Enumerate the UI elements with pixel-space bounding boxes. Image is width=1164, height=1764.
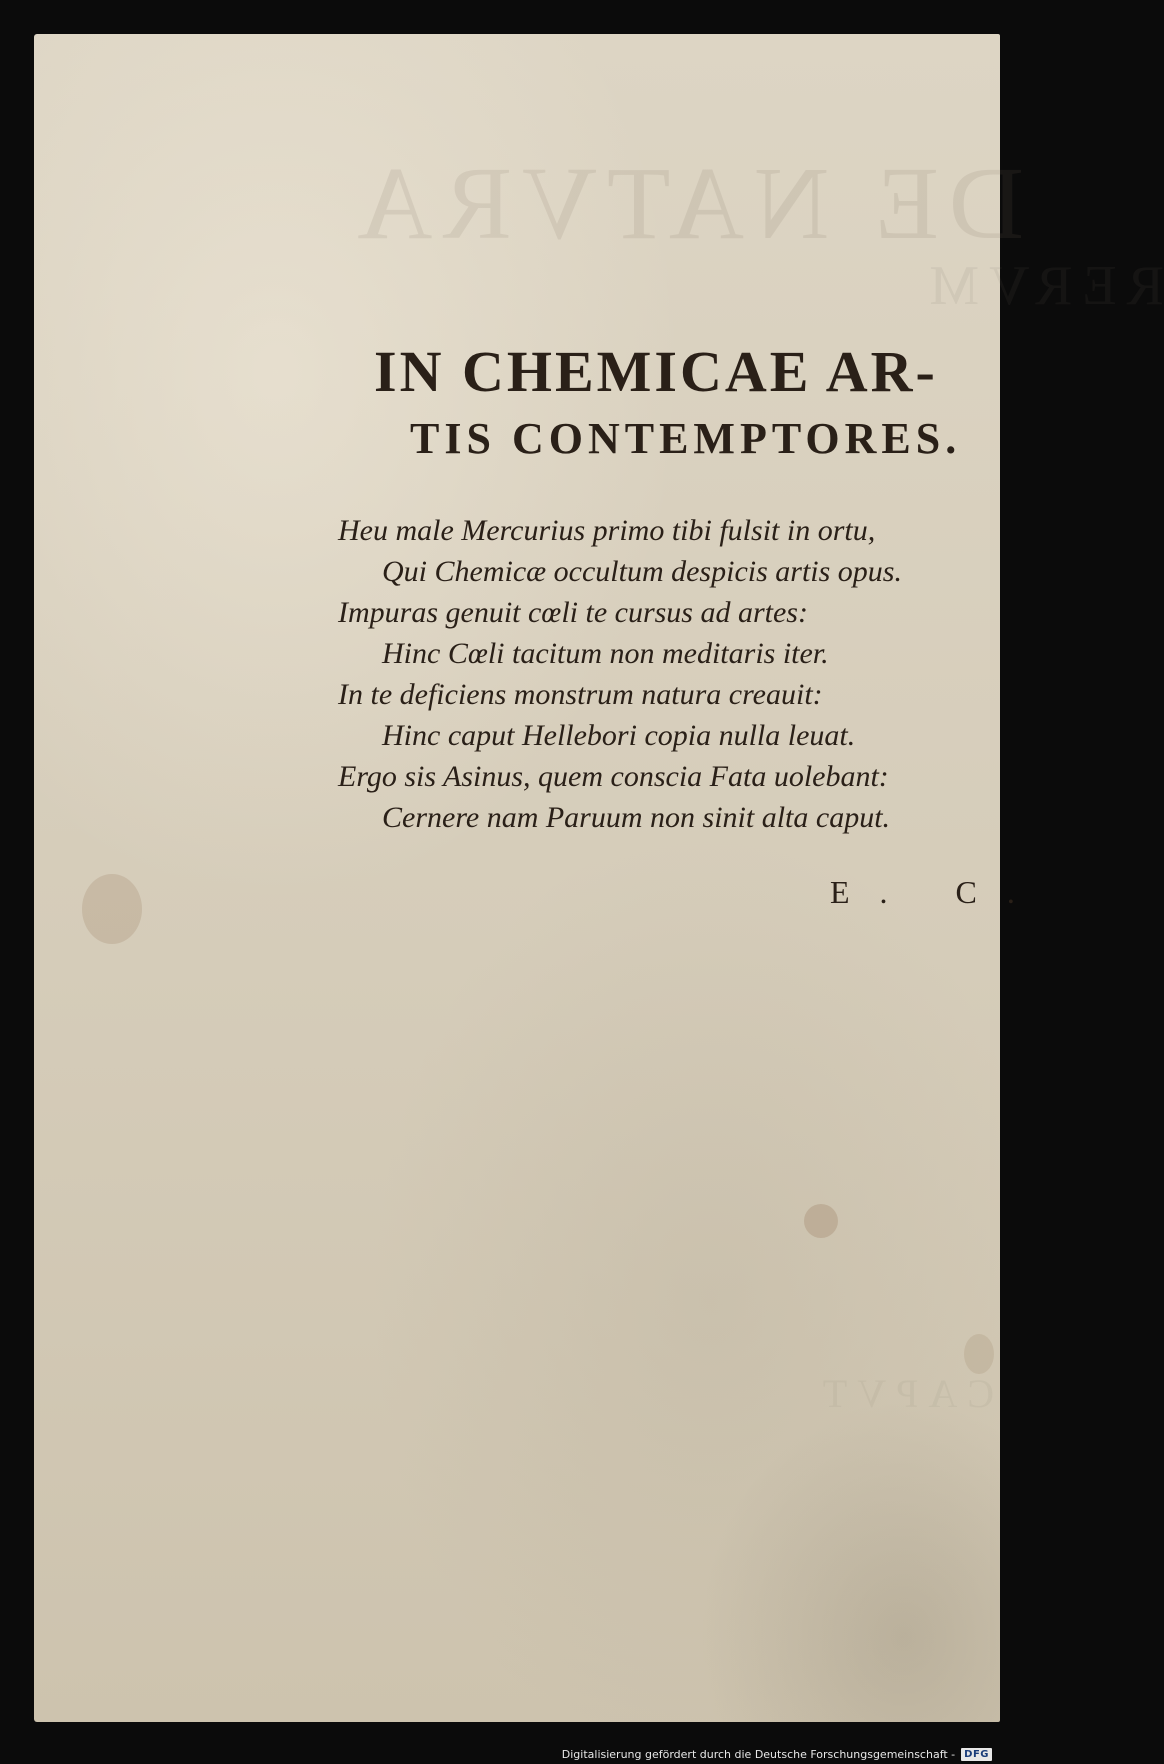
page-title <box>374 334 1014 468</box>
poem-line-2: Qui Chemicæ occultum despicis artis opus. <box>382 555 902 588</box>
show-through-text: DE NATVRA <box>347 146 1024 261</box>
credit-text: Digitalisierung gefördert durch die Deutsche Forschungsgemeinschaft - <box>561 1748 956 1761</box>
dfg-logo-icon: DFG <box>961 1748 992 1761</box>
poem <box>338 510 998 838</box>
title-line-2: TIS CONTEMPTORES. <box>410 414 962 463</box>
paper-stain <box>804 1204 838 1238</box>
poem-line-4: Hinc Cœli tacitum non meditaris iter. <box>382 637 829 670</box>
signature: E. C. <box>830 874 1045 910</box>
paper-stain <box>964 1334 994 1374</box>
poem-line-5: In te deficiens monstrum natura creauit: <box>338 678 823 711</box>
poem-line-1: Heu male Mercurius primo tibi fulsit in ortu, <box>338 514 876 547</box>
paper-stain <box>82 874 142 944</box>
poem-line-7: Ergo sis Asinus, quem conscia Fata uolebant: <box>338 760 889 793</box>
poem-line-6: Hinc caput Hellebori copia nulla leuat. <box>382 719 856 752</box>
digitization-credit <box>562 1748 992 1761</box>
title-line-1: IN CHEMICAE AR- <box>374 339 938 404</box>
show-through-text-3: CAPVT <box>812 1371 994 1416</box>
poem-line-8: Cernere nam Paruum non sinit alta caput. <box>382 801 891 834</box>
poem-line-3: Impuras genuit cœli te cursus ad artes: <box>338 596 808 629</box>
show-through-text-2: RERVM <box>919 255 1164 317</box>
book-page <box>34 34 1164 1722</box>
